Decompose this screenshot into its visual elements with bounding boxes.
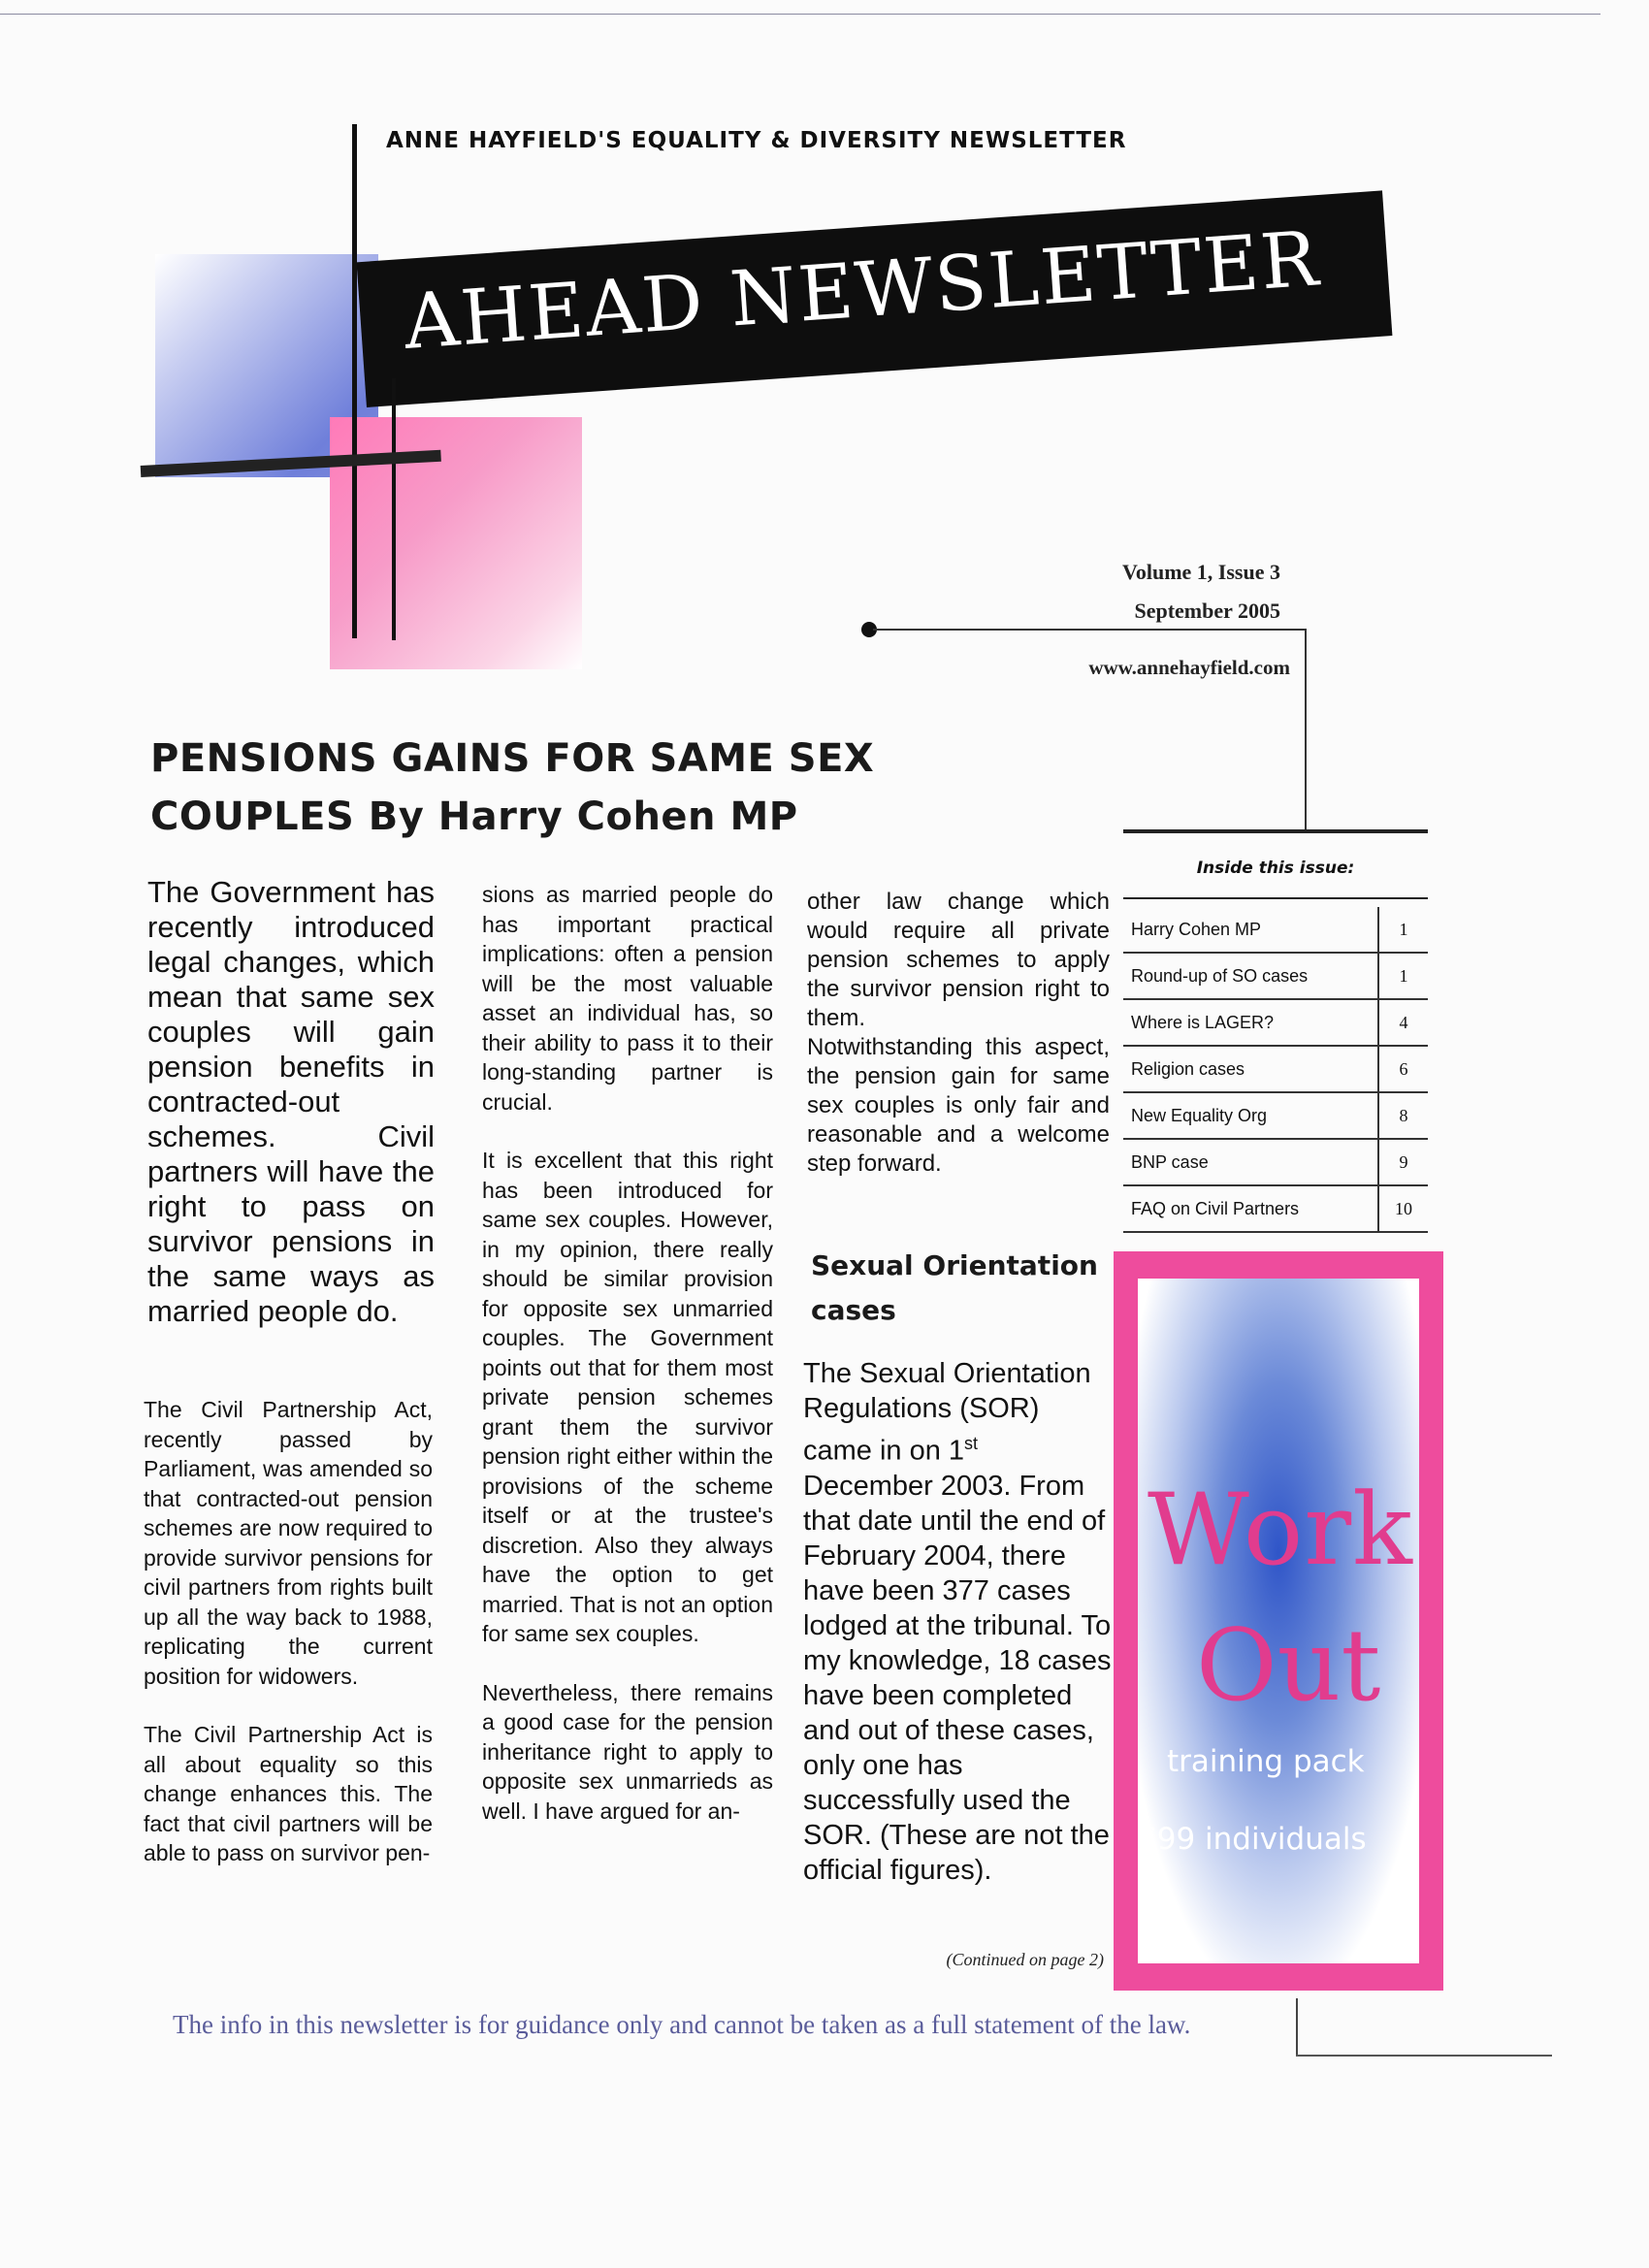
issue-volume: Volume 1, Issue 3 [1122, 560, 1280, 584]
so-cases-body [803, 1356, 1114, 1888]
table-of-contents [1123, 907, 1428, 1233]
toc-item-label: BNP case [1123, 1140, 1379, 1184]
article-column-1 [144, 1395, 433, 1897]
masthead-vertical-rule [352, 124, 357, 638]
issue-info [1048, 553, 1280, 631]
column1-paragraph-2: The Civil Partnership Act is all about equality so this change enhances this. The fact that civil partners will be able to pass on survivor pen- [144, 1722, 433, 1865]
ad-word-out: Out [1196, 1608, 1381, 1724]
toc-item-page: 8 [1399, 1106, 1408, 1125]
article-lead [147, 875, 435, 1358]
column3-paragraph-2: Notwithstanding this aspect, the pension gain for same sex couples is only fair and reasonable and a welcome step forward. [807, 1034, 1110, 1177]
toc-item-page: 6 [1399, 1059, 1408, 1079]
toc-title: Inside this issue: [1196, 859, 1355, 878]
toc-row[interactable] [1123, 1000, 1428, 1047]
toc-row[interactable] [1123, 907, 1428, 954]
toc-item-label: Where is LAGER? [1123, 1000, 1379, 1045]
toc-item-page: 10 [1395, 1199, 1412, 1218]
so-body-part-a: The Sexual Orientation Regulations (SOR) came in on 1 [803, 1358, 1091, 1467]
workout-ad-panel [1138, 1279, 1419, 1963]
footer-rule [1296, 2055, 1552, 2057]
issue-rule [873, 629, 1306, 631]
top-rule [0, 14, 1600, 15]
so-body-superscript: st [964, 1434, 979, 1453]
headline-line-1: PENSIONS GAINS FOR SAME SEX [150, 736, 875, 781]
column1-paragraph-1: The Civil Partnership Act, recently passed by Parliament, was amended so that contracted-out pension schemes are now required to provide survivor pensions for civil partners from rights built up all the way back to 1988, replicating the current position for widowers. [144, 1397, 433, 1689]
toc-item-page: 1 [1399, 966, 1408, 986]
toc-item-page: 9 [1399, 1152, 1408, 1172]
newsletter-title: AHEAD NEWSLETTER [401, 215, 1323, 367]
toc-row[interactable] [1123, 1047, 1428, 1093]
toc-header-rule [1123, 897, 1428, 899]
disclaimer: The info in this newsletter is for guidance only and cannot be taken as a full statement of the law. [173, 2010, 1191, 2039]
column2-paragraph-2: It is excellent that this right has been introduced for same sex couples. However, in my opinion, there really should be similar provision for opposite sex unmarried couples. The Government points out that for them most private pension schemes grant them the survivor pension right either within the provisions of the scheme itself or at the trustee's discretion. Also they always have the option to get married. That is not an option for same sex couples. [482, 1148, 773, 1646]
masthead-short-rule [392, 378, 396, 640]
headline-line-2: COUPLES By Harry Cohen MP [150, 794, 798, 839]
column2-paragraph-1: sions as married people do has important practical implications: often a pension will be the most valuable asset an individual has, so their ability to pass it to their long-standing partner is crucial. [482, 882, 773, 1115]
article-column-3 [807, 888, 1110, 1208]
continued-note: (Continued on page 2) [946, 1950, 1104, 1969]
article-column-2 [482, 880, 773, 1855]
article-headline [150, 729, 1062, 846]
toc-item-page: 4 [1399, 1013, 1408, 1032]
issue-vertical-rule [1305, 629, 1307, 832]
toc-item-label: New Equality Org [1123, 1093, 1379, 1138]
toc-row[interactable] [1123, 1093, 1428, 1140]
ad-word-work: Work [1148, 1473, 1413, 1588]
toc-item-label: Round-up of SO cases [1123, 954, 1379, 998]
toc-row[interactable] [1123, 1186, 1428, 1233]
masthead-subtitle: ANNE HAYFIELD'S EQUALITY & DIVERSITY NEWSLETTER [386, 128, 1127, 153]
lead-paragraph: The Government has recently introduced legal changes, which mean that same sex couples will gain pension benefits in contracted-out schemes. Civil partners will have the right to pass on survivor pensions in the same ways as married people do. [147, 875, 435, 1328]
ad-training-pack: training pack [1167, 1744, 1365, 1779]
footer-vertical-rule [1296, 1998, 1298, 2057]
toc-item-label: Religion cases [1123, 1047, 1379, 1091]
toc-top-rule [1123, 829, 1428, 833]
so-body-part-b: December 2003. From that date until the end of February 2004, there have been 377 cases lodged at the tribunal. To my knowledge, 18 cases have been completed and out of these cases, only one has successfully used the SOR. (These are not the official figures). [803, 1470, 1112, 1886]
issue-date: September 2005 [1134, 599, 1280, 623]
website-link[interactable]: www.annehayfield.com [1088, 656, 1290, 679]
so-cases-heading: Sexual Orientation cases [811, 1249, 1098, 1326]
column3-paragraph-1: other law change which would require all private pension schemes to apply the survivor pension right to them. [807, 889, 1110, 1031]
column2-paragraph-3: Nevertheless, there remains a good case for the pension inheritance right to apply to opposite sex unmarrieds as well. I have argued for an- [482, 1679, 773, 1824]
toc-item-label: Harry Cohen MP [1123, 907, 1379, 952]
toc-row[interactable] [1123, 1140, 1428, 1186]
toc-item-page: 1 [1399, 920, 1408, 939]
toc-row[interactable] [1123, 954, 1428, 1000]
ad-price: £99 individuals [1138, 1822, 1367, 1857]
toc-item-label: FAQ on Civil Partners [1123, 1186, 1379, 1231]
